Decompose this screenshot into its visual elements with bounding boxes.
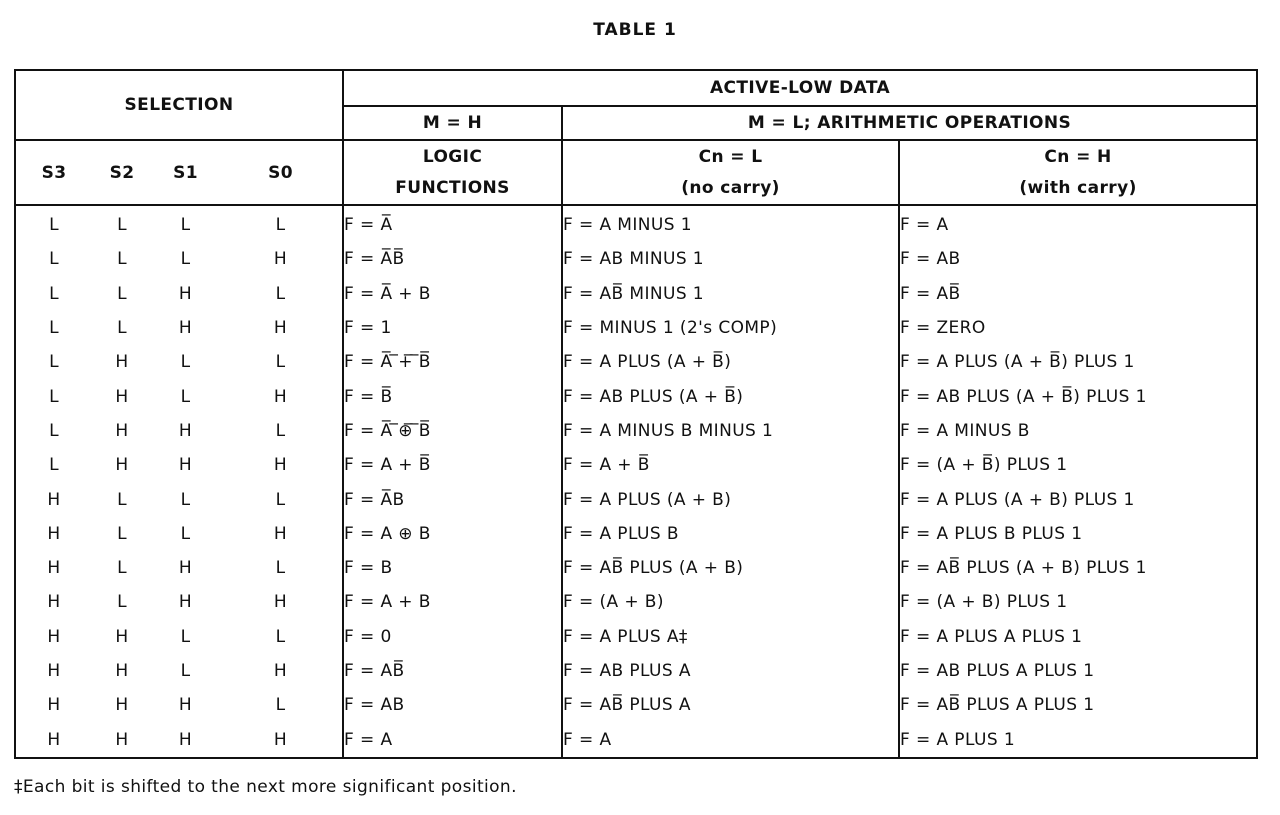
arith-no-carry: F = A PLUS (A + B) bbox=[562, 482, 899, 516]
arith-with-carry: F = A PLUS B PLUS 1 bbox=[899, 517, 1257, 551]
table-row bbox=[15, 585, 1257, 619]
arith-no-carry: F = (A + B) bbox=[562, 585, 899, 619]
logic-function: F = AB̅ bbox=[343, 654, 562, 688]
sel-s1: L bbox=[180, 215, 191, 236]
sel-s0: L bbox=[275, 626, 286, 647]
m-high-header: M = H bbox=[343, 106, 562, 140]
logic-function: F = A̅B bbox=[343, 482, 562, 516]
sel-s0: H bbox=[273, 661, 288, 681]
table-row bbox=[15, 551, 1257, 585]
sel-s3: H bbox=[47, 661, 61, 681]
sel-s1: H bbox=[178, 420, 193, 441]
m-low-header: M = L; ARITHMETIC OPERATIONS bbox=[562, 106, 1257, 140]
sel-s2: H bbox=[115, 695, 129, 716]
sel-s1: L bbox=[180, 626, 191, 647]
sel-s1: L bbox=[180, 249, 191, 270]
sel-s0: L bbox=[275, 695, 286, 716]
table-row bbox=[15, 311, 1257, 345]
function-table bbox=[14, 69, 1258, 759]
arith-no-carry: F = MINUS 1 (2's COMP) bbox=[562, 311, 899, 345]
sel-s0: H bbox=[273, 523, 288, 544]
sel-s2: H bbox=[115, 420, 129, 441]
sel-s3: L bbox=[49, 386, 59, 407]
sel-s3: H bbox=[47, 489, 61, 510]
sel-s2: H bbox=[115, 729, 129, 750]
sel-s3: L bbox=[49, 420, 59, 441]
sel-s3: H bbox=[47, 695, 61, 716]
sel-s2: L bbox=[117, 523, 127, 544]
arith-no-carry: F = A PLUS (A + B̅) bbox=[562, 345, 899, 379]
s1-header: S1 bbox=[152, 140, 219, 205]
sel-s2: L bbox=[117, 318, 127, 339]
sel-s2: L bbox=[117, 489, 127, 510]
s0-header: S0 bbox=[219, 140, 343, 205]
sel-s3: H bbox=[47, 729, 61, 750]
table-row bbox=[15, 517, 1257, 551]
sel-s3: L bbox=[49, 283, 59, 304]
arith-with-carry: F = AB PLUS (A + B̅) PLUS 1 bbox=[899, 379, 1257, 413]
active-low-header: ACTIVE-LOW DATA bbox=[343, 70, 1257, 106]
table-row bbox=[15, 205, 1257, 242]
sel-s0: H bbox=[273, 249, 288, 270]
sel-s3: L bbox=[49, 455, 59, 476]
sel-s3: L bbox=[49, 318, 59, 339]
sel-s2: L bbox=[117, 249, 127, 270]
logic-function: F = 1 bbox=[343, 311, 562, 345]
sel-s1: H bbox=[178, 283, 193, 304]
sel-s1: H bbox=[178, 318, 193, 339]
table-row bbox=[15, 345, 1257, 379]
table-row bbox=[15, 414, 1257, 448]
footnote: ‡Each bit is shifted to the next more significant position. bbox=[14, 777, 517, 797]
sel-s2: L bbox=[117, 283, 127, 304]
sel-s0: H bbox=[273, 592, 288, 613]
logic-function: F = A̅ ̅+̅ ̅B̅ bbox=[343, 345, 562, 379]
arith-no-carry: F = AB̅ MINUS 1 bbox=[562, 277, 899, 311]
sel-s1: H bbox=[178, 592, 193, 613]
logic-function: F = A̅B̅ bbox=[343, 242, 562, 276]
logic-header-line1: LOGIC bbox=[343, 140, 562, 172]
logic-function: F = B bbox=[343, 551, 562, 585]
sel-s0: H bbox=[273, 455, 288, 476]
arith-no-carry: F = AB PLUS A bbox=[562, 654, 899, 688]
sel-s0: L bbox=[275, 215, 286, 236]
arith-with-carry: F = AB PLUS A PLUS 1 bbox=[899, 654, 1257, 688]
table-row bbox=[15, 379, 1257, 413]
sel-s1: L bbox=[180, 386, 191, 407]
logic-function: F = A̅ ̅⊕̅ ̅B̅ bbox=[343, 414, 562, 448]
s3-header: S3 bbox=[15, 140, 92, 205]
sel-s0: L bbox=[275, 352, 286, 373]
arith-with-carry: F = A PLUS (A + B) PLUS 1 bbox=[899, 482, 1257, 516]
table-title: TABLE 1 bbox=[593, 20, 677, 40]
sel-s2: H bbox=[115, 661, 129, 681]
logic-function: F = A ⊕ B bbox=[343, 517, 562, 551]
sel-s3: L bbox=[49, 352, 59, 373]
arith-with-carry: F = (A + B) PLUS 1 bbox=[899, 585, 1257, 619]
arith-no-carry: F = A PLUS A‡ bbox=[562, 620, 899, 654]
sel-s0: L bbox=[275, 283, 286, 304]
arith-no-carry: F = A MINUS B MINUS 1 bbox=[562, 414, 899, 448]
sel-s3: L bbox=[49, 249, 59, 270]
arith-with-carry: F = (A + B̅) PLUS 1 bbox=[899, 448, 1257, 482]
logic-function: F = A̅ + B bbox=[343, 277, 562, 311]
table-row bbox=[15, 242, 1257, 276]
table-row bbox=[15, 688, 1257, 722]
sel-s0: L bbox=[275, 420, 286, 441]
cn-low-subheader: (no carry) bbox=[562, 172, 899, 205]
arith-with-carry: F = AB bbox=[899, 242, 1257, 276]
sel-s0: H bbox=[273, 729, 288, 750]
table-row bbox=[15, 482, 1257, 516]
arith-with-carry: F = AB̅ bbox=[899, 277, 1257, 311]
sel-s1: H bbox=[178, 558, 193, 579]
arith-with-carry: F = AB̅ PLUS (A + B) PLUS 1 bbox=[899, 551, 1257, 585]
sel-s2: H bbox=[115, 455, 129, 476]
arith-no-carry: F = A PLUS B bbox=[562, 517, 899, 551]
logic-function: F = A̅ bbox=[343, 205, 562, 242]
selection-header: SELECTION bbox=[15, 70, 343, 140]
cn-low-header: Cn = L bbox=[562, 140, 899, 172]
table-row bbox=[15, 654, 1257, 688]
sel-s2: L bbox=[117, 558, 127, 579]
cn-high-header: Cn = H bbox=[899, 140, 1257, 172]
logic-function: F = A bbox=[343, 722, 562, 757]
logic-function: F = B̅ bbox=[343, 379, 562, 413]
cn-high-subheader: (with carry) bbox=[899, 172, 1257, 205]
arith-no-carry: F = A + B̅ bbox=[562, 448, 899, 482]
sel-s1: H bbox=[178, 695, 193, 716]
arith-with-carry: F = A PLUS 1 bbox=[899, 722, 1257, 757]
table-row bbox=[15, 448, 1257, 482]
arith-no-carry: F = AB MINUS 1 bbox=[562, 242, 899, 276]
sel-s2: L bbox=[117, 215, 127, 236]
sel-s1: L bbox=[180, 661, 191, 681]
sel-s2: H bbox=[115, 386, 129, 407]
sel-s1: L bbox=[180, 523, 191, 544]
arith-no-carry: F = A MINUS 1 bbox=[562, 205, 899, 242]
sel-s3: L bbox=[49, 215, 59, 236]
logic-header-line2: FUNCTIONS bbox=[343, 172, 562, 205]
logic-function: F = A + B̅ bbox=[343, 448, 562, 482]
s2-header: S2 bbox=[92, 140, 152, 205]
arith-no-carry: F = AB̅ PLUS A bbox=[562, 688, 899, 722]
sel-s0: L bbox=[275, 558, 286, 579]
sel-s2: L bbox=[117, 592, 127, 613]
arith-with-carry: F = A PLUS A PLUS 1 bbox=[899, 620, 1257, 654]
table-row bbox=[15, 277, 1257, 311]
arith-no-carry: F = AB PLUS (A + B̅) bbox=[562, 379, 899, 413]
table-row bbox=[15, 620, 1257, 654]
arith-with-carry: F = ZERO bbox=[899, 311, 1257, 345]
sel-s3: H bbox=[47, 592, 61, 613]
sel-s3: H bbox=[47, 558, 61, 579]
sel-s2: H bbox=[115, 352, 129, 373]
sel-s1: H bbox=[178, 455, 193, 476]
sel-s3: H bbox=[47, 523, 61, 544]
sel-s1: H bbox=[178, 729, 193, 750]
sel-s2: H bbox=[115, 626, 129, 647]
sel-s0: H bbox=[273, 386, 288, 407]
arith-no-carry: F = AB̅ PLUS (A + B) bbox=[562, 551, 899, 585]
arith-with-carry: F = AB̅ PLUS A PLUS 1 bbox=[899, 688, 1257, 722]
sel-s1: L bbox=[180, 352, 191, 373]
table-row bbox=[15, 722, 1257, 757]
arith-no-carry: F = A bbox=[562, 722, 899, 757]
logic-function: F = AB bbox=[343, 688, 562, 722]
sel-s3: H bbox=[47, 626, 61, 647]
arith-with-carry: F = A MINUS B bbox=[899, 414, 1257, 448]
sel-s1: L bbox=[180, 489, 191, 510]
arith-with-carry: F = A PLUS (A + B̅) PLUS 1 bbox=[899, 345, 1257, 379]
sel-s0: L bbox=[275, 489, 286, 510]
logic-function: F = A + B bbox=[343, 585, 562, 619]
arith-with-carry: F = A bbox=[899, 205, 1257, 242]
logic-function: F = 0 bbox=[343, 620, 562, 654]
sel-s0: H bbox=[273, 318, 288, 339]
